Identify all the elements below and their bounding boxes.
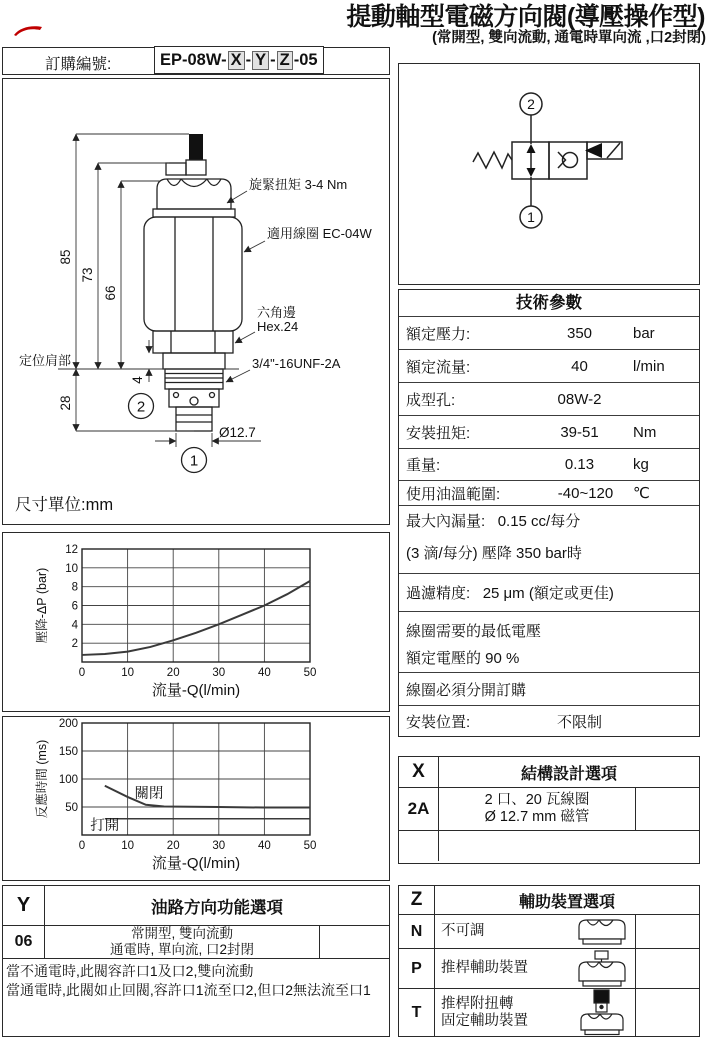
empty-row bbox=[399, 830, 699, 861]
technical-parameters-table bbox=[398, 289, 700, 737]
mount-value: 不限制 bbox=[556, 713, 602, 731]
unit-note: 尺寸單位:mm bbox=[15, 496, 114, 514]
y-tick-label: 200 bbox=[58, 718, 78, 730]
thread-section bbox=[165, 369, 223, 389]
param-label: 安裝扭矩: bbox=[406, 424, 471, 442]
x-tick-label: 10 bbox=[121, 667, 134, 679]
table-row bbox=[399, 787, 699, 830]
coil bbox=[144, 217, 242, 331]
response-time-chart bbox=[3, 717, 388, 879]
table-row bbox=[399, 415, 699, 448]
accessory-option-table bbox=[398, 885, 700, 1037]
option-code: N bbox=[399, 915, 435, 948]
dimension-73: 73 bbox=[80, 267, 95, 283]
note-line2: 當通電時,此閥如止回閥,容許口1流至口2,但口2無法流至口1 bbox=[6, 982, 371, 998]
diameter-label: Ø12.7 bbox=[219, 425, 256, 440]
hex-section bbox=[153, 331, 233, 353]
x-tick-label: 50 bbox=[303, 667, 317, 679]
x-tick-label: 50 bbox=[303, 840, 317, 852]
hydraulic-symbol-box bbox=[398, 63, 700, 285]
valve-drawing bbox=[3, 79, 388, 523]
x-axis-title: 流量-Q(l/min) bbox=[151, 682, 241, 699]
table-header-row bbox=[399, 886, 699, 914]
filtration-row bbox=[399, 573, 699, 611]
table-row bbox=[399, 948, 699, 988]
x-tick-label: 20 bbox=[166, 840, 180, 852]
x-tick-label: 30 bbox=[212, 667, 226, 679]
series-label: 打開 bbox=[90, 817, 120, 834]
model-suffix: -05 bbox=[293, 50, 318, 69]
param-unit: Nm bbox=[633, 423, 657, 441]
table-row bbox=[3, 925, 389, 958]
drawing-port2-label: 2 bbox=[136, 398, 146, 416]
mount-row bbox=[399, 705, 699, 736]
leak-note: (3 滴/每分) 壓降 350 bar時 bbox=[406, 545, 582, 562]
page-subtitle: (常開型, 雙向流動, 通電時單向流 ,口2封閉) bbox=[432, 30, 706, 46]
y-tick-label: 50 bbox=[65, 802, 78, 814]
param-value: 0.13 bbox=[564, 456, 595, 473]
coil-order-row bbox=[399, 672, 699, 705]
coil-voltage-line1: 線圈需要的最低電壓 bbox=[406, 623, 542, 640]
option-table-title: 油路方向功能選項 bbox=[151, 898, 283, 917]
param-label: 額定壓力: bbox=[406, 325, 471, 343]
mount-label: 安裝位置: bbox=[406, 713, 471, 731]
filter-label: 過濾精度: bbox=[406, 585, 471, 602]
plain-nut-icon bbox=[573, 917, 631, 947]
drawing-port1-label: 1 bbox=[189, 452, 199, 470]
x-tick-label: 40 bbox=[258, 840, 271, 852]
param-value: 39-51 bbox=[560, 423, 599, 441]
dimension-4: 4 bbox=[130, 376, 145, 384]
param-label: 重量: bbox=[406, 457, 441, 474]
param-label: 額定流量: bbox=[406, 358, 471, 376]
model-prefix: EP-08W- bbox=[160, 50, 227, 69]
x-tick-label: 0 bbox=[78, 667, 86, 679]
knurled-nut bbox=[157, 179, 231, 209]
flow-arrow-down bbox=[527, 168, 536, 177]
option-letter: Y bbox=[3, 886, 45, 925]
x-tick-label: 0 bbox=[78, 840, 86, 852]
model-option-z: Z bbox=[277, 51, 293, 70]
leak-label: 最大內漏量: bbox=[406, 513, 486, 530]
hex-callout-line2: Hex.24 bbox=[257, 319, 299, 334]
param-value: 40 bbox=[571, 357, 588, 375]
pin bbox=[189, 134, 203, 160]
symbol-port2-label: 2 bbox=[527, 96, 535, 112]
series-line bbox=[82, 581, 310, 655]
table-row bbox=[399, 382, 699, 415]
table-row bbox=[399, 480, 699, 505]
x-tick-label: 20 bbox=[166, 667, 180, 679]
model-option-x: X bbox=[228, 51, 245, 70]
y-tick-label: 6 bbox=[71, 600, 78, 613]
table-row bbox=[399, 988, 699, 1036]
spring-symbol bbox=[473, 152, 512, 168]
response-time-chart-box bbox=[2, 716, 390, 881]
table-row bbox=[399, 349, 699, 382]
param-unit: bar bbox=[633, 324, 655, 342]
leak-value: 0.15 cc/每分 bbox=[497, 513, 581, 530]
structure-option-table bbox=[398, 756, 700, 864]
param-unit: l/min bbox=[633, 357, 665, 375]
flow-arrow-up bbox=[527, 144, 536, 153]
x-tick-label: 30 bbox=[212, 840, 226, 852]
y-tick-label: 4 bbox=[71, 619, 78, 632]
model-sep: - bbox=[245, 50, 252, 69]
y-tick-label: 12 bbox=[65, 544, 78, 556]
valve-position-check bbox=[549, 142, 587, 179]
push-pin-nut-icon bbox=[573, 950, 631, 988]
page-title: 提動軸型電磁方向閥(導壓操作型) bbox=[346, 3, 705, 31]
param-label: 使用油溫範圍: bbox=[406, 485, 501, 503]
leakage-row bbox=[399, 505, 699, 573]
y-axis-title: 壓降-ΔP (bar) bbox=[35, 567, 49, 644]
param-unit: kg bbox=[633, 456, 649, 473]
x-tick-label: 40 bbox=[258, 667, 271, 679]
option-code: T bbox=[399, 989, 435, 1036]
hex-callout-line1: 六角邊 bbox=[257, 305, 297, 320]
hydraulic-symbol bbox=[399, 64, 698, 283]
order-number-label: 訂購編號: bbox=[45, 56, 112, 73]
series-label: 關閉 bbox=[134, 786, 164, 803]
x-tick-label: 10 bbox=[121, 840, 134, 852]
filter-value: 25 μm (額定或更佳) bbox=[482, 585, 614, 602]
option-letter: X bbox=[399, 757, 439, 787]
option-description: 推桿附扭轉 固定輔助裝置 bbox=[441, 995, 528, 1029]
option-table-title: 結構設計選項 bbox=[520, 765, 617, 783]
model-option-y: Y bbox=[252, 51, 269, 70]
thread-callout: 3/4"-16UNF-2A bbox=[252, 356, 341, 371]
nose-section bbox=[176, 407, 212, 431]
dimension-28: 28 bbox=[58, 395, 73, 411]
pressure-drop-chart-box bbox=[2, 532, 390, 712]
param-label: 成型孔: bbox=[406, 391, 456, 409]
valve-drawing-box bbox=[2, 78, 390, 525]
y-axis-title: 反應時間 (ms) bbox=[35, 739, 49, 819]
note-line1: 當不通電時,此閥容許口1及口2,雙向流動 bbox=[6, 963, 254, 979]
coil-order-note: 線圈必須分開訂購 bbox=[406, 681, 527, 699]
table-row bbox=[399, 316, 699, 349]
param-value: 08W-2 bbox=[557, 390, 602, 408]
valve-body bbox=[144, 134, 242, 431]
option-letter: Z bbox=[399, 886, 435, 914]
y-tick-label: 2 bbox=[71, 638, 78, 651]
model-sep: - bbox=[270, 50, 276, 69]
dimension-85: 85 bbox=[58, 249, 73, 265]
tech-table-header: 技術參數 bbox=[516, 294, 582, 312]
y-tick-label: 8 bbox=[71, 581, 78, 594]
option-code: 2A bbox=[399, 788, 439, 830]
option-description: 不可調 bbox=[441, 923, 485, 939]
option-code: P bbox=[399, 949, 435, 988]
option-description: 2 口、20 瓦線圈 Ø 12.7 mm 磁管 bbox=[484, 792, 590, 825]
y-tick-label: 10 bbox=[65, 562, 78, 575]
symbol-port1-label: 1 bbox=[527, 209, 535, 225]
table-header-row bbox=[399, 757, 699, 787]
option-description: 推桿輔助裝置 bbox=[441, 960, 528, 976]
x-axis-title: 流量-Q(l/min) bbox=[151, 855, 241, 872]
param-unit: ℃ bbox=[633, 485, 650, 502]
twist-lock-knob-icon bbox=[573, 989, 631, 1037]
table-row bbox=[399, 914, 699, 948]
option-description: 常開型, 雙向流動 通電時, 單向流, 口2封閉 bbox=[109, 926, 254, 957]
y-tick-label: 100 bbox=[58, 774, 78, 786]
dimension-66: 66 bbox=[103, 285, 118, 301]
table-row bbox=[399, 448, 699, 480]
param-value: -40~120 bbox=[557, 484, 614, 502]
function-notes bbox=[3, 958, 389, 1003]
table-header-row bbox=[3, 886, 389, 925]
coil-voltage-line2: 額定電壓的 90 % bbox=[406, 650, 520, 667]
option-table-title: 輔助裝置選項 bbox=[518, 893, 615, 911]
order-box bbox=[2, 47, 390, 75]
param-value: 350 bbox=[566, 324, 593, 342]
y-tick-label: 150 bbox=[58, 746, 78, 758]
option-code: 06 bbox=[3, 926, 45, 958]
pressure-drop-chart bbox=[3, 533, 388, 710]
flow-function-option-table bbox=[2, 885, 390, 1037]
coil-voltage-row bbox=[399, 611, 699, 672]
dimension-lines bbox=[58, 134, 265, 447]
order-model-code bbox=[154, 46, 324, 74]
torque-callout: 旋緊扭矩 3-4 Nm bbox=[249, 177, 348, 192]
coil-callout: 適用線圈 EC-04W bbox=[267, 226, 372, 241]
shoulder-label: 定位肩部 bbox=[19, 353, 72, 368]
